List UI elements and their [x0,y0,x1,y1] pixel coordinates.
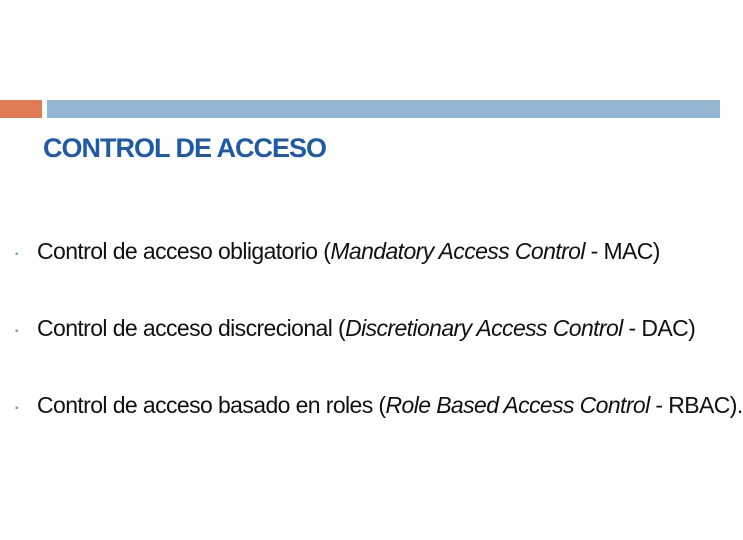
bullet-term: Role Based Access Control [385,392,650,418]
bullet-text [37,392,743,419]
bullet-text-pre: Control de acceso basado en roles ( [37,392,386,418]
bullet-text [37,315,695,342]
bullet-icon: ▪ [15,403,19,414]
bullet-text-post: - DAC) [622,315,696,341]
header-bar [47,100,720,118]
bullet-text-pre: Control de acceso discrecional ( [37,315,346,341]
bullet-text [37,238,660,265]
bullet-term: Mandatory Access Control [330,238,585,264]
bullet-icon: ▪ [15,326,19,337]
bullet-term: Discretionary Access Control [345,315,623,341]
bullet-text-pre: Control de acceso obligatorio ( [37,238,331,264]
bullet-text-post: - RBAC). [649,392,743,418]
bullet-text-post: - MAC) [584,238,660,264]
bullet-icon: ▪ [15,249,19,260]
accent-block [0,100,42,118]
slide-title: CONTROL DE ACCESO [43,133,327,163]
